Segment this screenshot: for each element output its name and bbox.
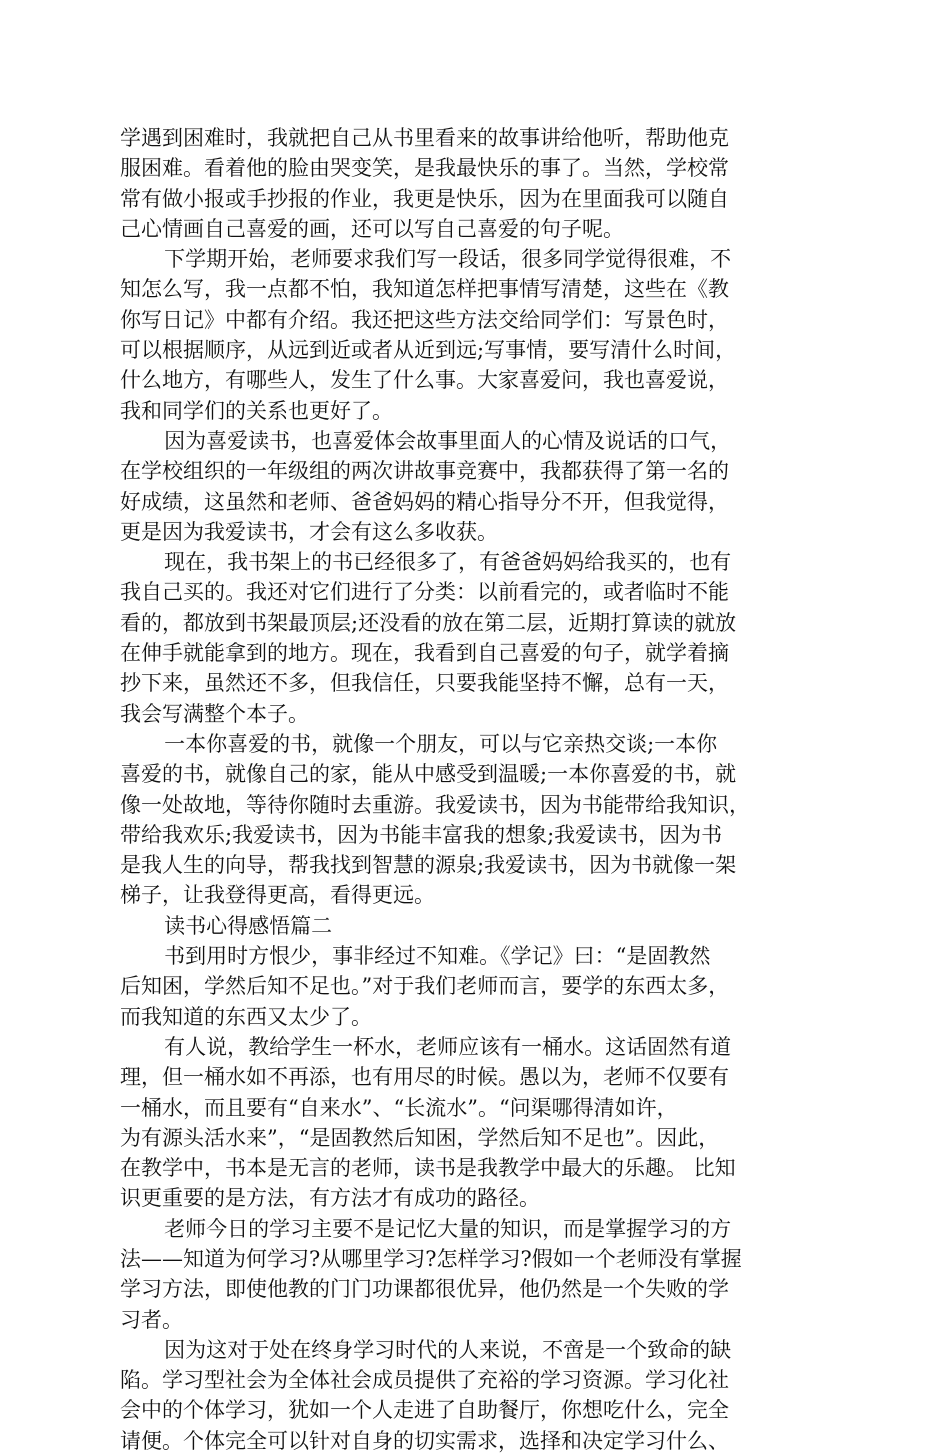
document-body [120, 123, 832, 1456]
paragraph-8: 老师今日的学习主要不是记忆大量的知识，而是掌握学习的方 法——知道为何学习?从哪里学习?怎样学习?假如一个老师没有掌握 学习方法，即使他教的门门功课都很优异，他仍然是一个失败的学 习者。 [120, 1216, 742, 1332]
paragraph-2: 下学期开始，老师要求我们写一段话，很多同学觉得很难，不 知怎么写，我一点都不怕，我知道怎样把事情写清楚，这些在《教 你写日记》中都有介绍。我还把这些方法交给同学们：写景色时， 可以根据顺序，从远到近或者从近到远;写事情，要写清什么时间， 什么地方，有哪些人，发生了什么事。大家喜爱问，我也喜爱说， 我和同学们的关系也更好了。 [120, 247, 737, 423]
paragraph-5: 一本你喜爱的书，就像一个朋友，可以与它亲热交谈;一本你 喜爱的书，就像自己的家，能从中感受到温暖;一本你喜爱的书，就 像一处故地，等待你随时去重游。我爱读书，因为书能带给我知识， 带给我欢乐;我爱读书，因为书能丰富我的想象;我爱读书，因为书 是我人生的向导，帮我找到智慧的源泉;我爱读书，因为书就像一架 梯子，让我登得更高，看得更远。 [120, 731, 750, 908]
paragraph-6: 书到用时方恨少，事非经过不知难。《学记》曰：“是固教然 后知困，学然后知不足也。”对于我们老师而言，要学的东西太多， 而我知道的东西又太少了。 [120, 944, 730, 1029]
section-heading: 读书心得感悟篇二 [164, 913, 333, 938]
paragraph-7: 有人说，教给学生一杯水，老师应该有一桶水。这话固然有道 理，但一桶水如不再添，也有用尽的时候。愚以为，老师不仅要有 一桶水，而且要有“自来水”、“长流水”。“问渠哪得清如许， 为有源头活水来”，“是固教然后知困，学然后知不足也”。因此， 在教学中，书本是无言的老师，读书是我教学中最大的乐趣。 比知 识更重要的是方法，有方法才有成功的路径。 [120, 1034, 736, 1211]
paragraph-4: 现在，我书架上的书已经很多了，有爸爸妈妈给我买的，也有 我自己买的。我还对它们进行了分类：以前看完的，或者临时不能 看的，都放到书架最顶层;还没看的放在第二层，近期打算读的就放 在伸手就能拿到的地方。现在，我看到自己喜爱的句子，就学着摘 抄下来，虽然还不多，但我信任，只要我能坚持不懈，总有一天， 我会写满整个本子。 [120, 550, 737, 726]
paragraph-1: 学遇到困难时，我就把自己从书里看来的故事讲给他听，帮助他克 服困难。看着他的脸由哭变笑，是我最快乐的事了。当然，学校常 常有做小报或手抄报的作业，我更是快乐，因为在里面我可以随自 己心情画自己喜爱的画，还可以写自己喜爱的句子呢。 [120, 126, 729, 241]
paragraph-9: 因为这对于处在终身学习时代的人来说，不啻是一个致命的缺 陷。学习型社会为全体社会成员提供了充裕的学习资源。学习化社 会中的个体学习，犹如一个人走进了自助餐厅，你想吃什么，完全 请便。个体完全可以针对自身的切实需求，选择和决定学习什么、 [120, 1337, 732, 1453]
paragraph-3: 因为喜爱读书，也喜爱体会故事里面人的心情及说话的口气， 在学校组织的一年级组的两次讲故事竞赛中，我都获得了第一名的 好成绩，这虽然和老师、爸爸妈妈的精心指导分不开，但我觉得， 更是因为我爱读书，才会有这么多收获。 [120, 428, 732, 544]
